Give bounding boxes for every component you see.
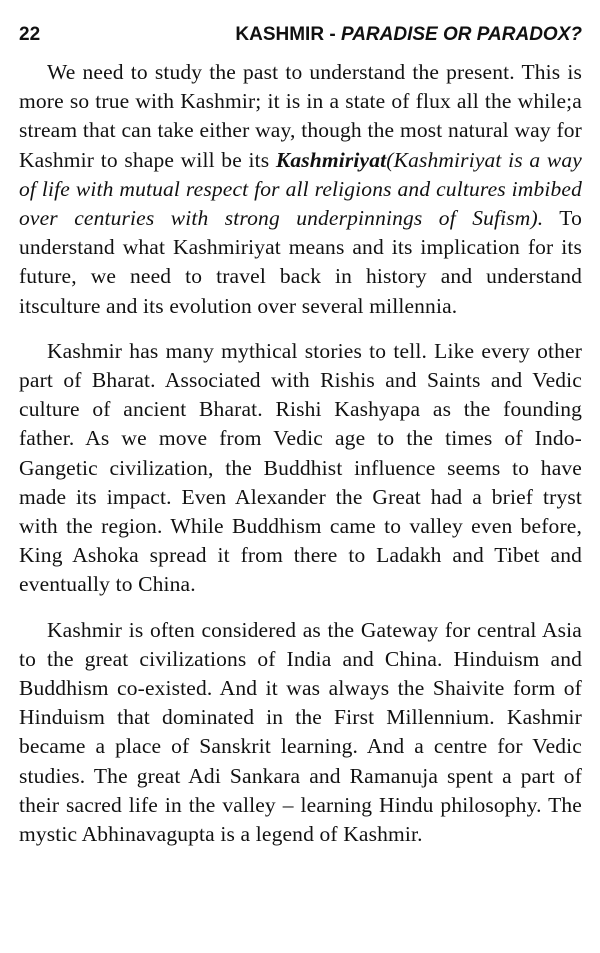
running-title-main: KASHMIR - bbox=[235, 24, 341, 45]
paragraph-1 bbox=[19, 58, 582, 321]
paragraph-1-text-end: To understand what Kashmiriyat means and its implication for its future, we need to travel back in history and understand itsculture and its evolution over several millennia. bbox=[19, 206, 582, 318]
paragraph-1-text-start: We need to study the past to understand the present. This is more so true with Kashmir; it is in a state of flux all the while;a stream that can take either way, though the most natural way for Kashmir to shape will be its bbox=[19, 60, 582, 172]
running-title bbox=[235, 22, 582, 48]
kashmiriyat-term: Kashmiriyat bbox=[275, 147, 387, 172]
body-text bbox=[19, 58, 582, 849]
book-page bbox=[19, 0, 582, 953]
page-number: 22 bbox=[19, 24, 41, 45]
kashmiriyat-definition: (Kashmiriyat is a way of life with mutual respect for all religions and cultures imbibed over centuries with strong underpinnings of Sufism). bbox=[19, 147, 582, 231]
paragraph-3: Kashmir is often considered as the Gateway for central Asia to the great civilizations of India and China. Hinduism and Buddhism co-existed. And it was always the Shaivite form of Hinduism that dominated in the First Millennium. Kashmir became a place of Sanskrit learning. And a centre for Vedic studies. The great Adi Sankara and Ramanuja spent a part of their sacred life in the valley – learning Hindu philosophy. The mystic Abhinavagupta is a legend of Kashmir. bbox=[19, 617, 582, 847]
running-title-italic: PARADISE OR PARADOX? bbox=[340, 24, 582, 45]
paragraph-2: Kashmir has many mythical stories to tell. Like every other part of Bharat. Associated with Rishis and Saints and Vedic culture of ancient Bharat. Rishi Kashyapa as the founding father. As we move from Vedic age to the times of Indo-Gangetic civilization, the Buddhist influence seems to have made its impact. Even Alexander the Great had a brief tryst with the region. While Buddhism came to valley even before, King Ashoka spread it from there to Ladakh and Tibet and eventually to China. bbox=[19, 338, 582, 597]
running-head bbox=[19, 22, 582, 48]
